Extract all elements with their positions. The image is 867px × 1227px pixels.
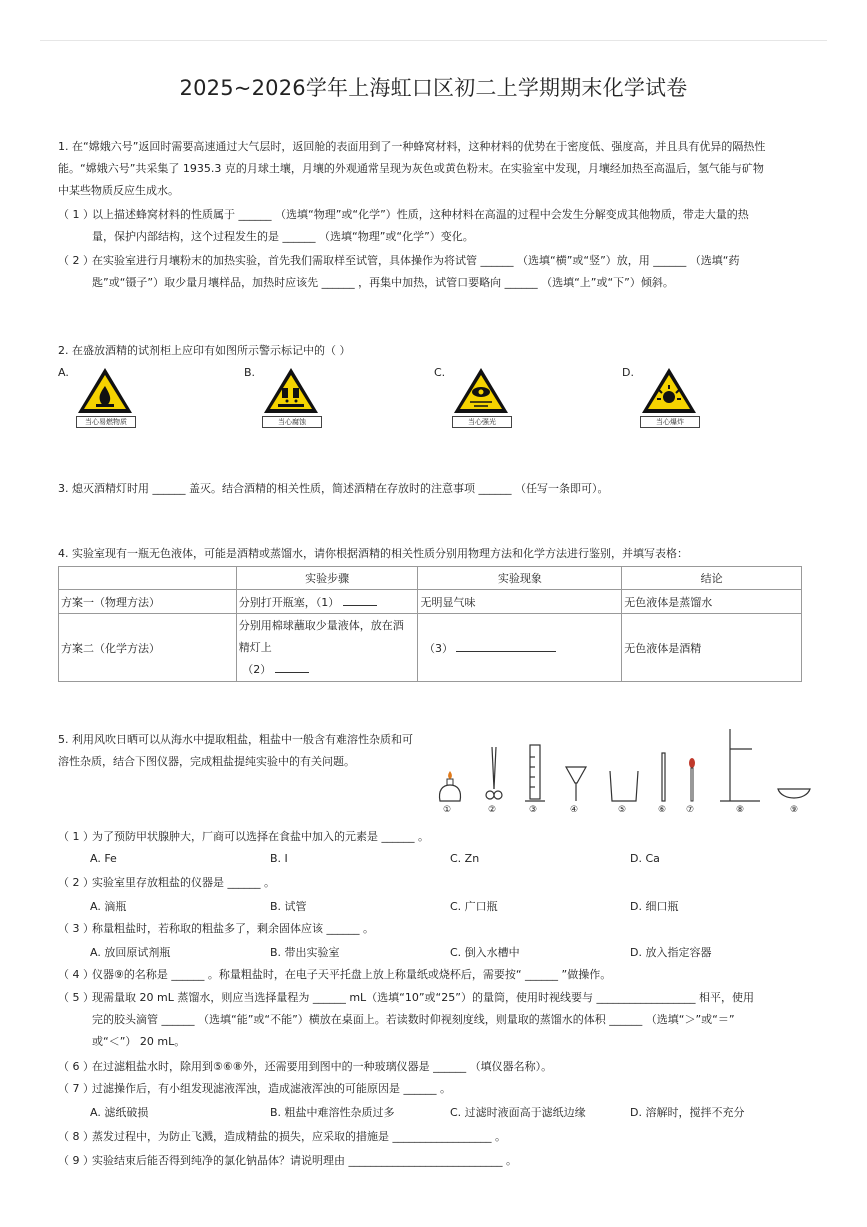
option-label: B. bbox=[244, 366, 256, 379]
option-d[interactable]: D. 放入指定容器 bbox=[630, 946, 712, 959]
q5-sub2 bbox=[58, 872, 803, 894]
apparatus-number: ⑦ bbox=[686, 805, 695, 815]
sub-number: （ 2 ） bbox=[58, 876, 94, 889]
graduated-cylinder-icon bbox=[525, 745, 545, 801]
apparatus-number: ② bbox=[488, 805, 497, 815]
sub-text: 过滤操作后，有小组发现滤液浑浊，造成滤液浑浊的可能原因是 ______ 。 bbox=[92, 1082, 451, 1095]
option-label: C. bbox=[434, 366, 446, 379]
q5-sub3-options bbox=[90, 944, 790, 964]
sub-text: 蒸发过程中，为防止飞溅，造成精盐的损失，应采取的措施是 __________________ 。 bbox=[92, 1130, 506, 1143]
answer-blank[interactable] bbox=[456, 639, 556, 652]
sub-number: （ 2 ） bbox=[58, 254, 94, 267]
evaporating-dish-icon bbox=[778, 789, 810, 798]
q5-stem-line2: 溶性杂质，结合下图仪器，完成粗盐提纯实验中的有关问题。 bbox=[58, 755, 355, 768]
table-cell: 无明显气味 bbox=[418, 590, 622, 614]
sub-text: 仪器⑨的名称是 ______ 。称量粗盐时，在电子天平托盘上放上称量纸或烧杯后，需要按“ ______ ”做操作。 bbox=[92, 968, 612, 981]
sub-text: 称量粗盐时，若称取的粗盐多了，剩余固体应该 ______ 。 bbox=[92, 922, 374, 935]
sub-number: （ 1 ） bbox=[58, 208, 94, 221]
option-label: A. bbox=[58, 366, 69, 379]
apparatus-number: ⑤ bbox=[618, 805, 627, 815]
option-b[interactable]: B. I bbox=[270, 852, 288, 865]
table-cell: 无色液体是蒸馏水 bbox=[622, 590, 802, 614]
q4-stem: 4. 实验室现有一瓶无色液体，可能是酒精或蒸馏水，请你根据酒精的相关性质分别用物理方法和化学方法进行鉴别，并填写表格： bbox=[58, 547, 688, 560]
q5-sub8 bbox=[58, 1126, 803, 1148]
sub-text-line1: 现需量取 20 mL 蒸馏水，则应当选择量程为 ______ mL（选填“10”或“25”）的量筒，使用时视线要与 __________________ 相平，使用 bbox=[92, 991, 754, 1004]
sign-caption: 当心易燃物质 bbox=[76, 416, 136, 428]
apparatus-number: ⑥ bbox=[658, 805, 667, 815]
q5-stem-line1: 5. 利用风吹日晒可以从海水中提取粗盐，粗盐中一般含有难溶性杂质和可 bbox=[58, 733, 413, 746]
q2-option-a[interactable] bbox=[58, 366, 178, 436]
q2-option-d[interactable] bbox=[622, 366, 742, 436]
sub-text-line2: 匙”或“镊子”）取少量月壤样品，加热时应该先 ______ ，再集中加热，试管口要略向 ______ （选填“上”或“下”）倾斜。 bbox=[92, 276, 674, 289]
table-header-cell: 结论 bbox=[622, 567, 802, 590]
alcohol-lamp-icon bbox=[439, 771, 460, 801]
sub-text-line2: 量，保护内部结构，这个过程发生的是 ______ （选填“物理”或“化学”）变化。 bbox=[92, 230, 474, 243]
table-cell bbox=[236, 590, 418, 614]
option-b[interactable]: B. 试管 bbox=[270, 900, 307, 913]
apparatus-figure bbox=[430, 725, 815, 825]
option-b[interactable]: B. 粗盐中难溶性杂质过多 bbox=[270, 1106, 395, 1119]
sub-text-line1: 在实验室进行月壤粉末的加热实验，首先我们需取样至试管，具体操作为将试管 ______ （选填“横”或“竖”）放，用 ______ （选填“药 bbox=[92, 254, 740, 267]
apparatus-number: ① bbox=[443, 805, 452, 815]
beaker-icon bbox=[610, 771, 638, 801]
table-cell: 无色液体是酒精 bbox=[622, 614, 802, 682]
option-a[interactable]: A. 滴瓶 bbox=[90, 900, 127, 913]
table-row bbox=[59, 590, 802, 614]
glass-rod-icon bbox=[662, 753, 665, 801]
option-d[interactable]: D. 溶解时，搅拌不充分 bbox=[630, 1106, 745, 1119]
sub-text: 实验结束后能否得到纯净的氯化钠晶体？请说明理由 ____________________________ 。 bbox=[92, 1154, 517, 1167]
apparatus-number: ⑨ bbox=[790, 805, 799, 815]
page-title: 2025~2026学年上海虹口区初二上学期期末化学试卷 bbox=[179, 76, 688, 100]
q1-stem-line1: 1. 在“嫦娥六号”返回时需要高速通过大气层时，返回舱的表面用到了一种蜂窝材料，这种材料的优势在于密度低、强度高，并且具有优异的隔热性 bbox=[58, 140, 766, 153]
sub-text-line2: 完的胶头滴管 ______ （选填“能”或“不能”）横放在桌面上。若读数时仰视刻度线，则量取的蒸馏水的体积 ______ （选填“＞”或“＝” bbox=[92, 1013, 735, 1026]
table-cell: 方案二（化学方法） bbox=[59, 614, 237, 682]
answer-blank[interactable] bbox=[275, 660, 309, 673]
option-d[interactable]: D. Ca bbox=[630, 852, 660, 865]
q5-sub2-options bbox=[90, 898, 790, 918]
q2-stem: 2. 在盛放酒精的试剂柜上应印有如图所示警示标记中的（ ） bbox=[58, 344, 351, 357]
q2-option-c[interactable] bbox=[434, 366, 554, 436]
sub-number: （ 6 ） bbox=[58, 1060, 94, 1073]
table-header-row bbox=[59, 567, 802, 590]
phenomenon-text: （3） bbox=[423, 642, 453, 655]
sub-number: （ 7 ） bbox=[58, 1082, 94, 1095]
option-a[interactable]: A. 放回原试剂瓶 bbox=[90, 946, 171, 959]
answer-blank[interactable] bbox=[343, 593, 377, 606]
funnel-icon bbox=[566, 767, 586, 801]
sub-text: 为了预防甲状腺肿大，厂商可以选择在食盐中加入的元素是 ______ 。 bbox=[92, 830, 429, 843]
option-c[interactable]: C. 倒入水槽中 bbox=[450, 946, 520, 959]
table-cell bbox=[236, 614, 418, 682]
tongs-icon bbox=[486, 747, 502, 799]
option-c[interactable]: C. Zn bbox=[450, 852, 480, 865]
q5-sub7-options bbox=[90, 1104, 790, 1124]
corrosive-warning-icon bbox=[262, 366, 326, 432]
option-c[interactable]: C. 广口瓶 bbox=[450, 900, 498, 913]
q1-stem-line3: 中某些物质反应生成水。 bbox=[58, 184, 179, 197]
q5-sub1-options bbox=[90, 852, 790, 872]
q1-stem-line2: 能。“嫦娥六号”共采集了 1935.3 克的月球土壤，月壤的外观通常呈现为灰色或黄色粉末。在实验室中发现，月壤经加热至高温后，氢气能与矿物 bbox=[58, 162, 764, 175]
option-c[interactable]: C. 过滤时液面高于滤纸边缘 bbox=[450, 1106, 586, 1119]
sub-number: （ 8 ） bbox=[58, 1130, 94, 1143]
flammable-warning-icon bbox=[76, 366, 140, 432]
table-header-cell bbox=[59, 567, 237, 590]
strong-light-warning-icon bbox=[452, 366, 516, 432]
q5-sub1 bbox=[58, 826, 803, 848]
q5-sub7 bbox=[58, 1078, 803, 1100]
sub-number: （ 1 ） bbox=[58, 830, 94, 843]
sub-text-line3: 或“＜”） 20 mL。 bbox=[92, 1035, 186, 1048]
identification-table bbox=[58, 566, 802, 682]
table-header-cell: 实验步骤 bbox=[236, 567, 418, 590]
q5-sub9 bbox=[58, 1150, 803, 1172]
apparatus-number: ③ bbox=[529, 805, 538, 815]
sub-number: （ 3 ） bbox=[58, 922, 94, 935]
dropper-icon bbox=[689, 758, 695, 801]
sign-caption: 当心强光 bbox=[452, 416, 512, 428]
option-b[interactable]: B. 带出实验室 bbox=[270, 946, 340, 959]
option-a[interactable]: A. Fe bbox=[90, 852, 117, 865]
step-text: 分别打开瓶塞，（1） bbox=[238, 596, 340, 609]
apparatus-number: ⑧ bbox=[736, 805, 745, 815]
q5-sub3 bbox=[58, 918, 803, 940]
step-text: 分别用棉球蘸取少量液体，放在酒 bbox=[238, 618, 404, 632]
top-divider bbox=[40, 40, 827, 41]
q2-option-b[interactable] bbox=[244, 366, 364, 436]
q5-sub6 bbox=[58, 1056, 803, 1078]
sub-number: （ 5 ） bbox=[58, 991, 94, 1004]
sub-text: 实验室里存放粗盐的仪器是 ______ 。 bbox=[92, 876, 275, 889]
step-text: 精灯上 bbox=[238, 640, 272, 654]
step-text: （2） bbox=[242, 662, 272, 676]
sign-caption: 当心腐蚀 bbox=[262, 416, 322, 428]
table-cell bbox=[418, 614, 622, 682]
apparatus-number: ④ bbox=[570, 805, 579, 815]
q5-sub5 bbox=[58, 987, 803, 1053]
table-row bbox=[59, 614, 802, 682]
sub-number: （ 4 ） bbox=[58, 968, 94, 981]
option-label: D. bbox=[622, 366, 634, 379]
apparatus-drawing bbox=[430, 725, 815, 805]
q3-stem: 3. 熄灭酒精灯时用 ______ 盖灭。结合酒精的相关性质，简述酒精在存放时的注意事项 ______ （任写一条即可）。 bbox=[58, 482, 609, 495]
option-a[interactable]: A. 滤纸破损 bbox=[90, 1106, 149, 1119]
sub-text: 在过滤粗盐水时，除用到⑤⑥⑧外，还需要用到图中的一种玻璃仪器是 ______ （填仪器名称）。 bbox=[92, 1060, 553, 1073]
table-cell: 方案一（物理方法） bbox=[59, 590, 237, 614]
q5-sub4 bbox=[58, 964, 803, 986]
q1-sub1 bbox=[58, 204, 803, 248]
option-d[interactable]: D. 细口瓶 bbox=[630, 900, 679, 913]
explosive-warning-icon bbox=[640, 366, 704, 432]
sub-text-line1: 以上描述蜂窝材料的性质属于 ______ （选填“物理”或“化学”）性质，这种材料在高温的过程中会发生分解变成其他物质，带走大量的热 bbox=[92, 208, 749, 221]
iron-stand-icon bbox=[720, 729, 760, 801]
sub-number: （ 9 ） bbox=[58, 1154, 94, 1167]
table-header-cell: 实验现象 bbox=[418, 567, 622, 590]
q1-sub2 bbox=[58, 250, 803, 294]
sign-caption: 当心爆炸 bbox=[640, 416, 700, 428]
